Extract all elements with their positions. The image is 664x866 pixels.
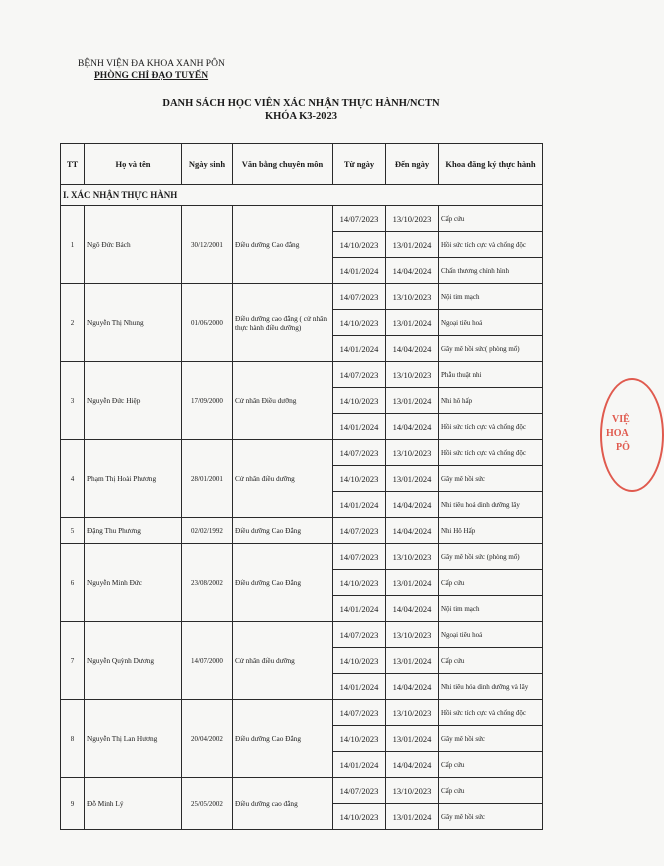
period-to: 13/01/2024 xyxy=(386,804,439,830)
student-name: Đỗ Minh Lý xyxy=(85,778,182,830)
period-ward: Cấp cứu xyxy=(439,206,543,232)
student-dob: 28/01/2001 xyxy=(182,440,233,518)
document-title xyxy=(60,97,542,123)
student-degree: Cử nhân điều dưỡng xyxy=(233,622,333,700)
period-from: 14/07/2023 xyxy=(333,622,386,648)
student-degree: Điều dưỡng Cao đẳng xyxy=(233,206,333,284)
period-to: 14/04/2024 xyxy=(386,752,439,778)
period-from: 14/07/2023 xyxy=(333,544,386,570)
period-from: 14/10/2023 xyxy=(333,648,386,674)
period-to: 13/01/2024 xyxy=(386,388,439,414)
period-from: 14/01/2024 xyxy=(333,752,386,778)
period-from: 14/01/2024 xyxy=(333,336,386,362)
period-ward: Nội tim mạch xyxy=(439,596,543,622)
period-from: 14/10/2023 xyxy=(333,726,386,752)
table-row xyxy=(61,518,543,544)
period-from: 14/01/2024 xyxy=(333,596,386,622)
period-to: 13/01/2024 xyxy=(386,726,439,752)
student-degree: Điều dưỡng cao đẳng ( cử nhân thực hành điều dưỡng) xyxy=(233,284,333,362)
period-to: 13/01/2024 xyxy=(386,232,439,258)
col-header-to: Đến ngày xyxy=(386,144,439,185)
period-ward: Hồi sức tích cực và chống độc xyxy=(439,700,543,726)
table-row xyxy=(61,206,543,232)
period-ward: Ngoại tiêu hoá xyxy=(439,310,543,336)
period-to: 14/04/2024 xyxy=(386,492,439,518)
student-name: Nguyễn Đức Hiệp xyxy=(85,362,182,440)
period-to: 14/04/2024 xyxy=(386,596,439,622)
student-degree: Cử nhân điều dưỡng xyxy=(233,440,333,518)
student-tt: 4 xyxy=(61,440,85,518)
section-title: I. XÁC NHẬN THỰC HÀNH xyxy=(61,185,543,206)
period-from: 14/01/2024 xyxy=(333,674,386,700)
title-line-2: KHÓA K3-2023 xyxy=(264,111,338,122)
period-ward: Nhi tiêu hoá dinh dưỡng lây xyxy=(439,492,543,518)
table-header-row xyxy=(61,144,543,185)
period-ward: Gây mê hồi sức xyxy=(439,466,543,492)
period-to: 14/04/2024 xyxy=(386,414,439,440)
period-ward: Phẫu thuật nhi xyxy=(439,362,543,388)
period-ward: Gây mê hồi sức xyxy=(439,726,543,752)
student-tt: 2 xyxy=(61,284,85,362)
period-to: 14/04/2024 xyxy=(386,518,439,544)
period-from: 14/07/2023 xyxy=(333,362,386,388)
student-degree: Cử nhân Điều dưỡng xyxy=(233,362,333,440)
period-ward: Cấp cứu xyxy=(439,648,543,674)
col-header-tt: TT xyxy=(61,144,85,185)
title-line-1: DANH SÁCH HỌC VIÊN XÁC NHẬN THỰC HÀNH/NCTN xyxy=(162,98,440,109)
department-name: PHÒNG CHỈ ĐẠO TUYẾN xyxy=(94,71,209,81)
stamp-text-3: PÔ xyxy=(616,442,630,453)
period-to: 14/04/2024 xyxy=(386,336,439,362)
student-tt: 8 xyxy=(61,700,85,778)
table-row xyxy=(61,284,543,310)
period-from: 14/01/2024 xyxy=(333,414,386,440)
col-header-from: Từ ngày xyxy=(333,144,386,185)
period-from: 14/10/2023 xyxy=(333,570,386,596)
period-ward: Gây mê hồi sức xyxy=(439,804,543,830)
period-from: 14/10/2023 xyxy=(333,232,386,258)
period-to: 13/10/2023 xyxy=(386,778,439,804)
period-to: 13/01/2024 xyxy=(386,310,439,336)
col-header-ward: Khoa đăng ký thực hành xyxy=(439,144,543,185)
student-dob: 14/07/2000 xyxy=(182,622,233,700)
period-to: 13/01/2024 xyxy=(386,570,439,596)
hospital-name: BỆNH VIỆN ĐA KHOA XANH PÔN xyxy=(78,59,225,69)
student-dob: 17/09/2000 xyxy=(182,362,233,440)
student-tt: 3 xyxy=(61,362,85,440)
period-to: 13/10/2023 xyxy=(386,284,439,310)
period-ward: Hồi sức tích cực và chống độc xyxy=(439,414,543,440)
period-to: 13/01/2024 xyxy=(386,648,439,674)
period-to: 14/04/2024 xyxy=(386,674,439,700)
student-dob: 23/08/2002 xyxy=(182,544,233,622)
period-from: 14/10/2023 xyxy=(333,466,386,492)
col-header-degree: Văn bằng chuyên môn xyxy=(233,144,333,185)
student-dob: 20/04/2002 xyxy=(182,700,233,778)
period-ward: Hồi sức tích cực và chống độc xyxy=(439,232,543,258)
student-name: Ngô Đức Bách xyxy=(85,206,182,284)
student-dob: 02/02/1992 xyxy=(182,518,233,544)
period-to: 13/01/2024 xyxy=(386,466,439,492)
period-ward: Ngoại tiêu hoá xyxy=(439,622,543,648)
student-tt: 5 xyxy=(61,518,85,544)
student-dob: 25/05/2002 xyxy=(182,778,233,830)
student-degree: Điều dưỡng Cao Đẳng xyxy=(233,544,333,622)
student-tt: 7 xyxy=(61,622,85,700)
student-name: Phạm Thị Hoài Phương xyxy=(85,440,182,518)
table-row xyxy=(61,778,543,804)
period-from: 14/07/2023 xyxy=(333,518,386,544)
period-ward: Nhi hô hấp xyxy=(439,388,543,414)
student-tt: 9 xyxy=(61,778,85,830)
student-table xyxy=(60,143,543,830)
table-row xyxy=(61,440,543,466)
period-to: 13/10/2023 xyxy=(386,362,439,388)
period-to: 13/10/2023 xyxy=(386,440,439,466)
period-from: 14/01/2024 xyxy=(333,258,386,284)
student-name: Nguyễn Thị Lan Hương xyxy=(85,700,182,778)
period-ward: Gây mê hồi sức (phòng mổ) xyxy=(439,544,543,570)
table-row xyxy=(61,362,543,388)
stamp-text-2: HOA xyxy=(606,428,629,439)
period-from: 14/10/2023 xyxy=(333,310,386,336)
period-ward: Cấp cứu xyxy=(439,570,543,596)
period-ward: Nội tim mạch xyxy=(439,284,543,310)
period-ward: Chấn thương chỉnh hình xyxy=(439,258,543,284)
period-to: 13/10/2023 xyxy=(386,622,439,648)
period-from: 14/01/2024 xyxy=(333,492,386,518)
col-header-dob: Ngày sinh xyxy=(182,144,233,185)
student-tt: 6 xyxy=(61,544,85,622)
period-from: 14/07/2023 xyxy=(333,284,386,310)
period-to: 14/04/2024 xyxy=(386,258,439,284)
student-degree: Điều dưỡng Cao Đẳng xyxy=(233,518,333,544)
period-ward: Cấp cứu xyxy=(439,752,543,778)
period-to: 13/10/2023 xyxy=(386,700,439,726)
student-name: Nguyễn Thị Nhung xyxy=(85,284,182,362)
period-from: 14/10/2023 xyxy=(333,388,386,414)
table-row xyxy=(61,544,543,570)
red-stamp xyxy=(600,378,664,492)
document-header xyxy=(78,58,225,82)
student-name: Nguyễn Quỳnh Dương xyxy=(85,622,182,700)
student-name: Đặng Thu Phương xyxy=(85,518,182,544)
period-ward: Nhi tiêu hóa dinh dưỡng và lây xyxy=(439,674,543,700)
table-row xyxy=(61,700,543,726)
student-degree: Điều dưỡng cao đẳng xyxy=(233,778,333,830)
period-from: 14/07/2023 xyxy=(333,778,386,804)
period-ward: Gây mê hồi sức( phòng mổ) xyxy=(439,336,543,362)
section-row xyxy=(61,185,543,206)
period-ward: Cấp cứu xyxy=(439,778,543,804)
student-dob: 30/12/2001 xyxy=(182,206,233,284)
period-ward: Nhi Hô Hấp xyxy=(439,518,543,544)
period-ward: Hồi sức tích cực và chống độc xyxy=(439,440,543,466)
student-degree: Điều dưỡng Cao Đẳng xyxy=(233,700,333,778)
period-from: 14/07/2023 xyxy=(333,440,386,466)
period-from: 14/07/2023 xyxy=(333,206,386,232)
student-tt: 1 xyxy=(61,206,85,284)
col-header-name: Họ và tên xyxy=(85,144,182,185)
table-row xyxy=(61,622,543,648)
student-name: Nguyễn Minh Đức xyxy=(85,544,182,622)
period-to: 13/10/2023 xyxy=(386,544,439,570)
period-from: 14/10/2023 xyxy=(333,804,386,830)
stamp-text-1: VIỆ xyxy=(612,414,630,425)
period-to: 13/10/2023 xyxy=(386,206,439,232)
student-dob: 01/06/2000 xyxy=(182,284,233,362)
period-from: 14/07/2023 xyxy=(333,700,386,726)
